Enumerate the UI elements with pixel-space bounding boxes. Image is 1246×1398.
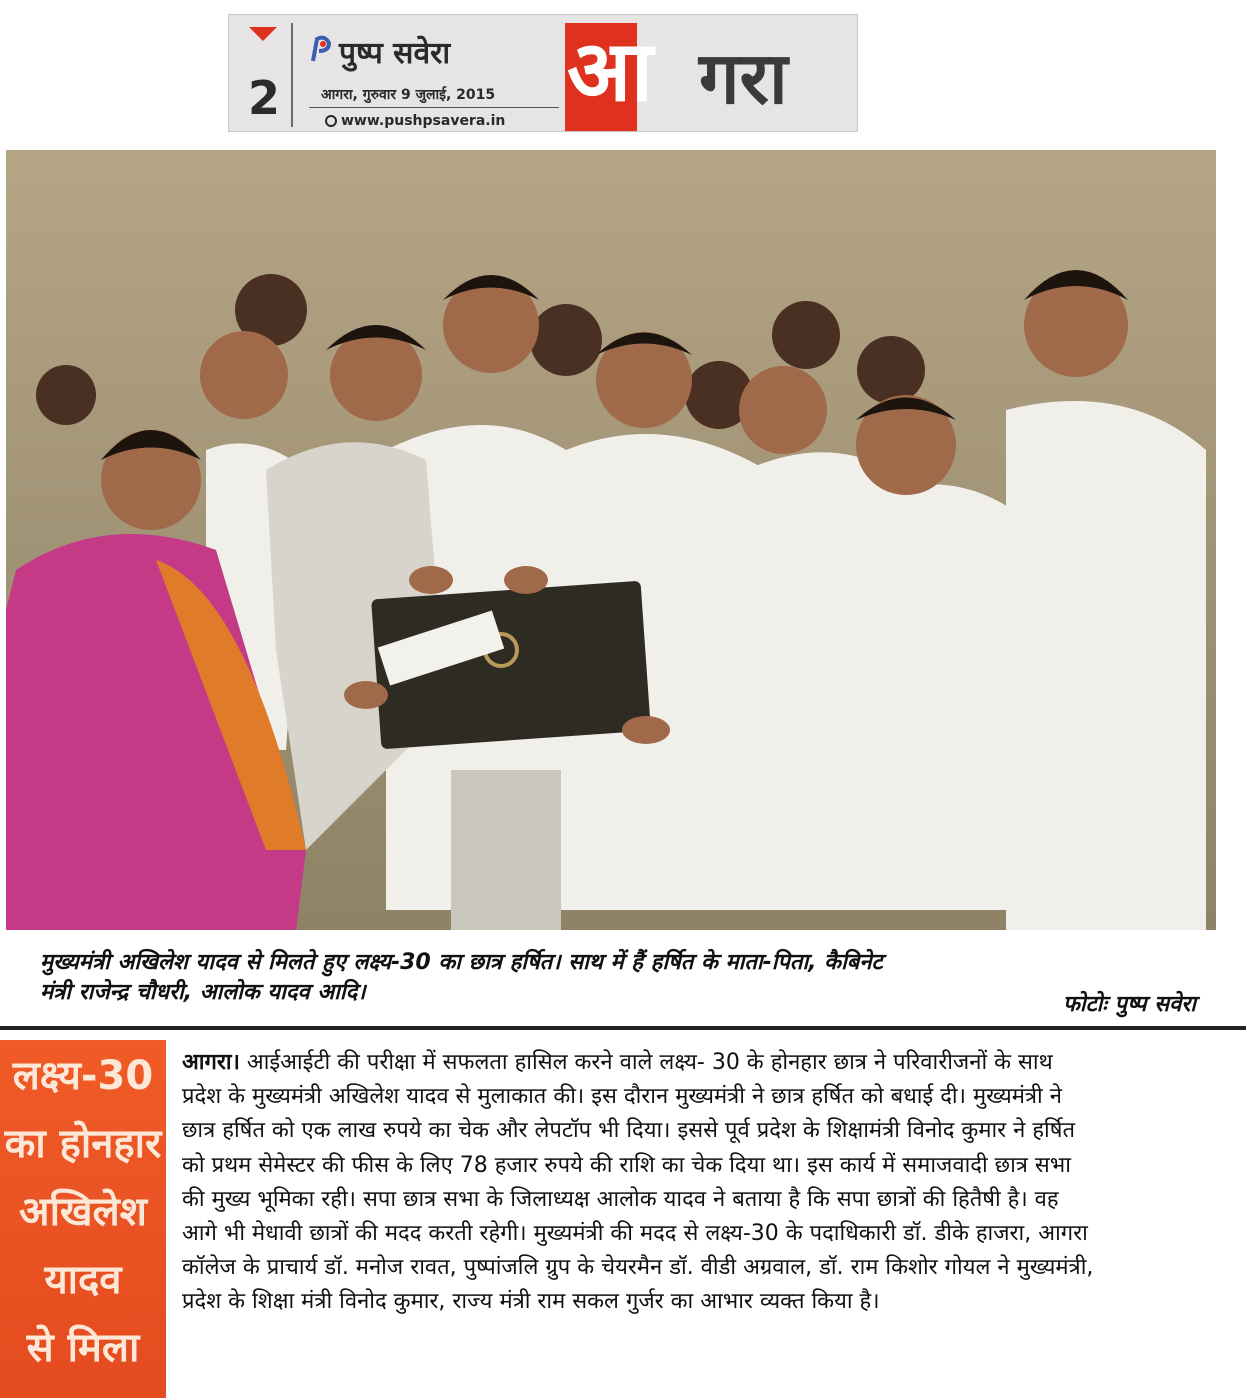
caption-line: मुख्यमंत्री अखिलेश यादव से मिलते हुए लक्ष्य-30 का छात्र हर्षित। साथ में हैं हर्षित के माता-पिता, कैबिनेट [40,950,883,975]
headline-line: से मिला [26,1325,140,1371]
edition-date: आगरा, गुरुवार 9 जुलाई, 2015 [321,87,496,103]
newspaper-masthead [228,14,858,132]
article-line: की मुख्य भूमिका रही। सपा छात्र सभा के जिलाध्यक्ष आलोक यादव ने बताया है कि सपा छात्रों की हितैषी है। वह [182,1186,1059,1212]
group-photo-laptop-handover-icon [6,150,1216,930]
masthead-rule [309,107,559,108]
masthead-divider [291,23,293,127]
article-line [182,1046,1222,1080]
article-line: कॉलेज के प्राचार्य डॉ. मनोज रावत, पुष्पांजलि ग्रुप के चेयरमैन डॉ. वीडी अग्रवाल, डॉ. राम किशोर गोयल ने मुख्यमंत्री, [182,1255,1094,1281]
article-line: आगे भी मेधावी छात्रों की मदद करती रहेगी। मुख्यमंत्री की मदद से लक्ष्य-30 के पदाधिकारी डॉ. डीके हाजरा, आगरा [182,1221,1088,1247]
news-photo [6,150,1216,930]
headline-line: यादव [44,1257,122,1303]
website-link[interactable]: www.pushpsavera.in [341,113,506,129]
article-line: प्रदेश के शिक्षा मंत्री विनोद कुमार, राज्य मंत्री राम सकल गुर्जर का आभार व्यक्त किया है। [182,1289,880,1315]
headline-line: लक्ष्य-30 [12,1053,154,1099]
caption-line: मंत्री राजेन्द्र चौधरी, आलोक यादव आदि। [40,980,366,1005]
article-line: को प्रथम सेमेस्टर की फीस के लिए 78 हजार रुपये की राशि का चेक दिया था। इस कार्य में समाजवादी छात्र सभा [182,1152,1071,1178]
city-name-rest: गरा [699,36,788,120]
flower-logo-icon [309,35,333,63]
photo-credit: फोटोः पुष्प सवेरा [1062,992,1196,1017]
dateline: आगरा। [182,1050,240,1075]
page-arrow-icon [249,27,277,41]
newspaper-name: पुष्प सवेरा [339,36,451,71]
article-body [182,1046,1222,1320]
headline-box [0,1040,166,1398]
article-line: छात्र हर्षित को एक लाख रुपये का चेक और लेपटॉप भी दिया। इससे पूर्व प्रदेश के शिक्षामंत्री विनोद कुमार ने हर्षित [182,1118,1076,1144]
globe-icon [325,115,337,127]
section-rule [0,1026,1246,1030]
page-number-box [237,27,291,127]
page-number: 2 [247,71,280,125]
article-text: आईआईटी की परीक्षा में सफलता हासिल करने वाले लक्ष्य- 30 के होनहार छात्र ने परिवारीजनों के साथ [239,1050,1053,1075]
article-line: प्रदेश के मुख्यमंत्री अखिलेश यादव से मुलाकात की। इस दौरान मुख्यमंत्री ने छात्र हर्षित को बधाई दी। मुख्यमंत्री ने [182,1084,1062,1110]
city-name-first: आ [567,22,653,120]
photo-caption [40,948,1200,1008]
headline-line: का होनहार [4,1121,162,1167]
headline-line: अखिलेश [19,1189,147,1235]
